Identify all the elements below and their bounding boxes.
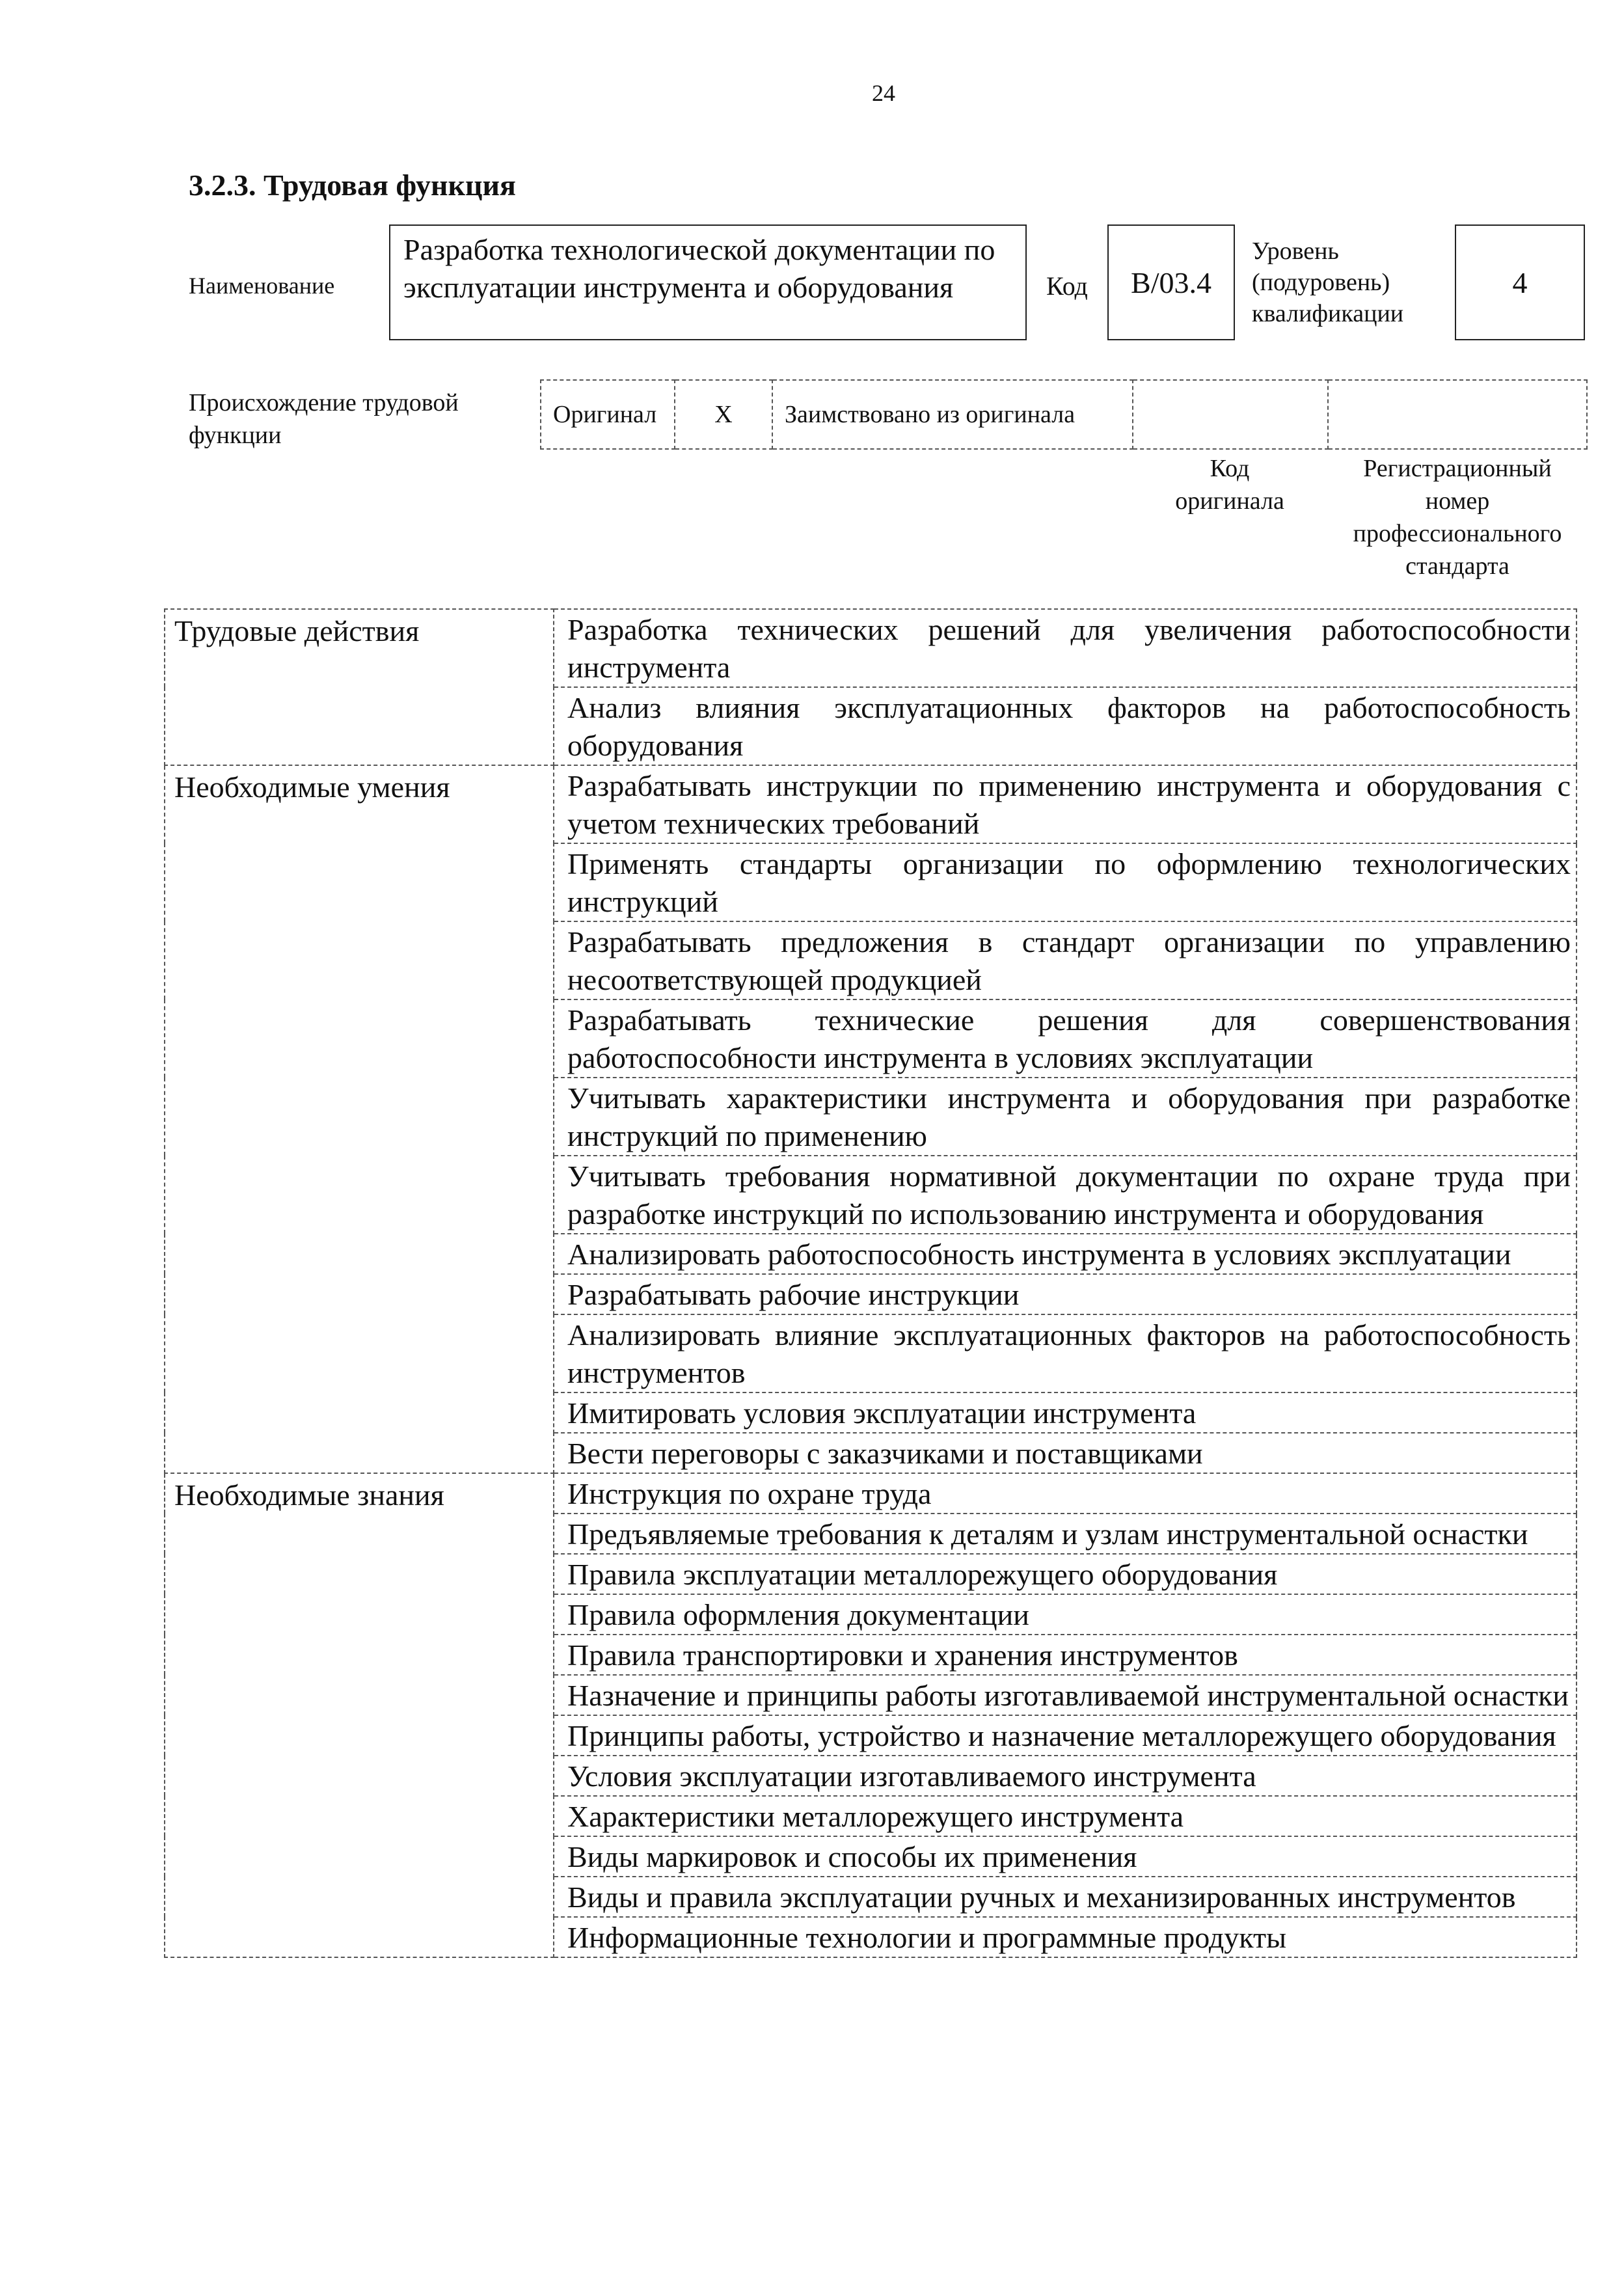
level-value: 4: [1512, 265, 1528, 299]
origin-code-caption: [1165, 452, 1295, 517]
category-label: Трудовые действия: [174, 614, 420, 647]
origin-table: [540, 379, 1588, 450]
requirement-item: Разрабатывать предложения в стандарт организации по управлению несоответствующей продукцией: [554, 921, 1577, 999]
requirement-item: Разрабатывать технические решения для совершенствования работоспособности инструмента в условиях эксплуатации: [554, 999, 1577, 1078]
requirement-item: Принципы работы, устройство и назначение металлорежущего оборудования: [554, 1715, 1577, 1756]
origin-original-label: Оригинал: [541, 380, 675, 449]
requirement-item: Разрабатывать рабочие инструкции: [554, 1274, 1577, 1314]
code-value: В/03.4: [1131, 265, 1211, 299]
origin-code-cell: [1133, 380, 1328, 449]
requirement-item: Анализировать влияние эксплуатационных факторов на работоспособность инструментов: [554, 1314, 1577, 1392]
origin-reg-number-cell: [1328, 380, 1587, 449]
level-label-line: Уровень: [1252, 238, 1339, 265]
requirement-item: Учитывать характеристики инструмента и оборудования при разработке инструкций по применению: [554, 1078, 1577, 1156]
category-cell: [165, 609, 554, 765]
level-label: [1252, 236, 1403, 329]
requirement-item: Характеристики металлорежущего инструмента: [554, 1796, 1577, 1836]
code-label: Код: [1046, 271, 1088, 301]
requirement-item: Разрабатывать инструкции по применению инструмента и оборудования с учетом технических требований: [554, 765, 1577, 843]
requirement-item: Условия эксплуатации изготавливаемого инструмента: [554, 1756, 1577, 1796]
requirement-item: Анализировать работоспособность инструмента в условиях эксплуатации: [554, 1234, 1577, 1274]
requirement-item: Имитировать условия эксплуатации инструмента: [554, 1392, 1577, 1433]
caption-line: Регистрационный: [1363, 455, 1552, 482]
requirement-item: Учитывать требования нормативной документации по охране труда при разработке инструкций по использованию инструмента и оборудования: [554, 1156, 1577, 1234]
requirement-item: Предъявляемые требования к деталям и узлам инструментальной оснастки: [554, 1514, 1577, 1554]
requirements-table: [164, 608, 1577, 1958]
requirement-item: Виды и правила эксплуатации ручных и механизированных инструментов: [554, 1877, 1577, 1917]
caption-line: оригинала: [1175, 487, 1284, 515]
category-cell: [165, 1473, 554, 1957]
name-label: Наименование: [189, 273, 335, 299]
table-row: [165, 609, 1577, 687]
requirement-item: Применять стандарты организации по оформлению технологических инструкций: [554, 843, 1577, 921]
origin-borrowed-label: Заимствовано из оригинала: [772, 380, 1133, 449]
requirement-item: Вести переговоры с заказчиками и поставщиками: [554, 1433, 1577, 1473]
requirement-item: Правила оформления документации: [554, 1594, 1577, 1635]
category-label: Необходимые умения: [174, 770, 450, 804]
requirement-item: Разработка технических решений для увеличения работоспособности инструмента: [554, 609, 1577, 687]
requirement-item: Информационные технологии и программные продукты: [554, 1917, 1577, 1957]
table-row: [165, 765, 1577, 843]
level-label-line: (подуровень): [1252, 269, 1390, 296]
caption-line: стандарта: [1405, 552, 1509, 580]
table-row: [165, 1473, 1577, 1514]
section-title: 3.2.3. Трудовая функция: [189, 169, 516, 202]
caption-line: профессионального: [1353, 520, 1562, 547]
requirement-item: Правила транспортировки и хранения инструментов: [554, 1635, 1577, 1675]
function-name-field: Разработка технологической документации по эксплуатации инструмента и оборудования: [389, 224, 1027, 340]
requirement-item: Анализ влияния эксплуатационных факторов на работоспособность оборудования: [554, 687, 1577, 765]
caption-line: номер: [1425, 487, 1490, 515]
page-number: 24: [872, 80, 895, 106]
category-label: Необходимые знания: [174, 1478, 444, 1512]
origin-original-mark: X: [675, 380, 772, 449]
code-value-field: [1107, 224, 1235, 340]
requirement-item: Правила эксплуатации металлорежущего оборудования: [554, 1554, 1577, 1594]
requirement-item: Инструкция по охране труда: [554, 1473, 1577, 1514]
level-label-line: квалификации: [1252, 300, 1404, 327]
requirement-item: Виды маркировок и способы их применения: [554, 1836, 1577, 1877]
origin-reg-caption: [1327, 452, 1588, 582]
origin-label: Происхождение трудовой функции: [189, 389, 459, 449]
requirement-item: Назначение и принципы работы изготавливаемой инструментальной оснастки: [554, 1675, 1577, 1715]
category-cell: [165, 765, 554, 1473]
level-value-field: [1455, 224, 1585, 340]
caption-line: Код: [1210, 455, 1250, 482]
